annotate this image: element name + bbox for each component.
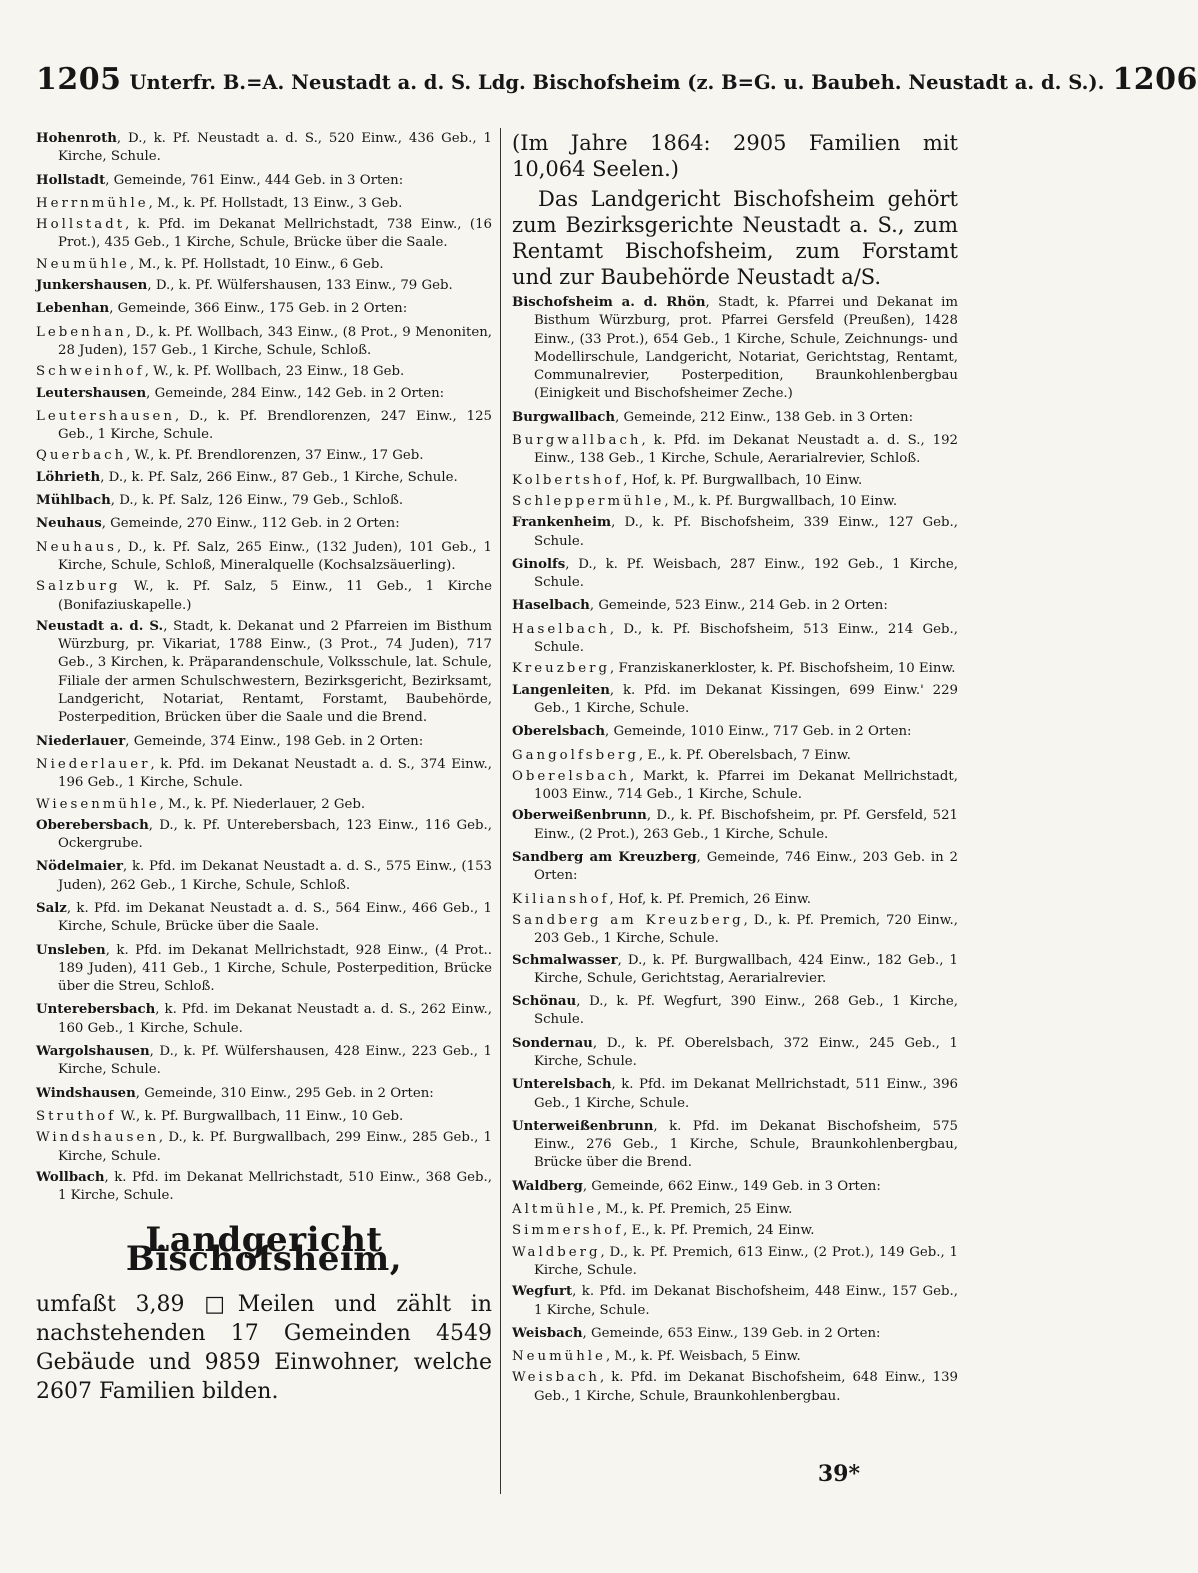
sub-entry: Neumühle, M., k. Pf. Hollstadt, 10 Einw., 6 Geb. [36, 256, 384, 272]
sub-entry: Hollstadt, k. Pfd. im Dekanat Mellrichstadt, 738 Einw., (16 Prot.), 435 Geb., 1 Kirche, Schule, Brücke über die Saale. [36, 217, 492, 251]
sub-entry: Herrnmühle, M., k. Pf. Hollstadt, 13 Einw., 3 Geb. [36, 195, 403, 211]
section-intro: umfaßt 3,89 □Meilen und zählt in nachstehenden 17 Gemeinden 4549 Gebäude und 9859 Einwohner, welche 2607 Familien bilden. [36, 1292, 492, 1405]
entry: Burgwallbach, Gemeinde, 212 Einw., 138 Geb. in 3 Orten: [512, 409, 914, 425]
entry: Haselbach, Gemeinde, 523 Einw., 214 Geb. in 2 Orten: [512, 598, 888, 614]
entry: Ginolfs, D., k. Pf. Weisbach, 287 Einw., 192 Geb., 1 Kirche, Schule. [512, 556, 958, 591]
entry: Unterebersbach, k. Pfd. im Dekanat Neustadt a. d. S., 262 Einw., 160 Geb., 1 Kirche, Schule. [36, 1002, 492, 1036]
entry: Windshausen, Gemeinde, 310 Einw., 295 Geb. in 2 Orten: [36, 1085, 434, 1101]
section-intro-jurisdiction: Das Landgericht Bischofsheim gehört zum Bezirksgerichte Neustadt a. S., zum Rentamt Bischofsheim, zum Forstamt und zur Baubehörde Neustadt a/S. [512, 187, 958, 289]
page-number-left: 1205 [36, 62, 122, 97]
sub-entry: Lebenhan, D., k. Pf. Wollbach, 343 Einw., (8 Prot., 9 Menoniten, 28 Juden), 157 Geb., 1 Kirche, Schule, Schloß. [36, 324, 492, 358]
entry: Lebenhan, Gemeinde, 366 Einw., 175 Geb. in 2 Orten: [36, 301, 408, 317]
column-divider [500, 128, 501, 1494]
entry: Wollbach, k. Pfd. im Dekanat Mellrichstadt, 510 Einw., 368 Geb., 1 Kirche, Schule. [36, 1169, 492, 1204]
sub-entry: Oberelsbach, Markt, k. Pfarrei im Dekanat Mellrichstadt, 1003 Einw., 714 Geb., 1 Kirche, Schule. [512, 768, 958, 803]
printer-signature-mark: 39* [817, 1461, 860, 1487]
entry: Sondernau, D., k. Pf. Oberelsbach, 372 Einw., 245 Geb., 1 Kirche, Schule. [512, 1035, 958, 1069]
sub-entry: Schleppermühle, M., k. Pf. Burgwallbach, 10 Einw. [512, 493, 898, 509]
sub-entry: Kilianshof, Hof, k. Pf. Premich, 26 Einw. [512, 891, 812, 907]
entry: Waldberg, Gemeinde, 662 Einw., 149 Geb. in 3 Orten: [512, 1178, 881, 1194]
right-column [512, 130, 958, 1513]
sub-entry: Haselbach, D., k. Pf. Bischofsheim, 513 Einw., 214 Geb., Schule. [512, 621, 958, 656]
left-column [36, 130, 492, 1513]
entry: Neuhaus, Gemeinde, 270 Einw., 112 Geb. in 2 Orten: [36, 516, 400, 532]
section-title: Landgericht Bischofsheim, [125, 1220, 403, 1279]
entry: Oberelsbach, Gemeinde, 1010 Einw., 717 Geb. in 2 Orten: [512, 724, 912, 740]
sub-entry: Wiesenmühle, M., k. Pf. Niederlauer, 2 Geb. [36, 796, 366, 812]
entry: Niederlauer, Gemeinde, 374 Einw., 198 Geb. in 2 Orten: [36, 733, 424, 749]
running-title: Unterfr. B.=A. Neustadt a. d. S. Ldg. Bischofsheim (z. B=G. u. Baubeh. Neustadt a. d. S.). [129, 71, 1105, 94]
sub-entry: Altmühle, M., k. Pf. Premich, 25 Einw. [512, 1202, 793, 1218]
sub-entry: Neuhaus, D., k. Pf. Salz, 265 Einw., (132 Juden), 101 Geb., 1 Kirche, Schule, Schloß, Mineralquelle (Kochsalzsäuerling). [36, 539, 492, 573]
entry: Frankenheim, D., k. Pf. Bischofsheim, 339 Einw., 127 Geb., Schule. [512, 515, 958, 549]
entry: Oberebersbach, D., k. Pf. Unterebersbach, 123 Einw., 116 Geb., Ockergrube. [36, 817, 492, 852]
sub-entry: Leutershausen, D., k. Pf. Brendlorenzen, 247 Einw., 125 Geb., 1 Kirche, Schule. [36, 408, 492, 443]
entry: Bischofsheim a. d. Rhön, Stadt, k. Pfarrei und Dekanat im Bisthum Würzburg, prot. Pfarrei Gersfeld (Preußen), 1428 Einw., (33 Prot.), 654 Geb., 1 Kirche, Schule, Zeichnungs- und Modellirschule, Landgericht, Notariat, Gerichtstag, Rentamt, Communalrevier, Posterpedition, Braunkohlenbergbau (Einigkeit und Bischofsheimer Zeche.) [512, 295, 958, 402]
section-intro-families: (Im Jahre 1864: 2905 Familien mit 10,064 Seelen.) [512, 131, 958, 181]
entry: Unterweißenbrunn, k. Pfd. im Dekanat Bischofsheim, 575 Einw., 276 Geb., 1 Kirche, Schule, Braunkohlenbergbau, Brücke über die Brend. [512, 1118, 958, 1171]
sub-entry: Sandberg am Kreuzberg, D., k. Pf. Premich, 720 Einw., 203 Geb., 1 Kirche, Schule. [512, 912, 959, 947]
sub-entry: Windshausen, D., k. Pf. Burgwallbach, 299 Einw., 285 Geb., 1 Kirche, Schule. [36, 1130, 492, 1164]
sub-entry: Schweinhof, W., k. Pf. Wollbach, 23 Einw., 18 Geb. [36, 364, 405, 380]
entry: Schönau, D., k. Pf. Wegfurt, 390 Einw., 268 Geb., 1 Kirche, Schule. [512, 994, 958, 1028]
entry: Sandberg am Kreuzberg, Gemeinde, 746 Einw., 203 Geb. in 2 Orten: [512, 850, 958, 884]
entry: Junkershausen, D., k. Pf. Wülfershausen, 133 Einw., 79 Geb. [36, 278, 453, 294]
page-header [36, 62, 1198, 102]
entry: Langenleiten, k. Pfd. im Dekanat Kissingen, 699 Einw.' 229 Geb., 1 Kirche, Schule. [512, 682, 958, 716]
sub-entry: Simmershof, E., k. Pf. Premich, 24 Einw. [512, 1223, 815, 1239]
sub-entry: Struthof W., k. Pf. Burgwallbach, 11 Einw., 10 Geb. [36, 1108, 404, 1124]
page-number-right: 1206 [1112, 62, 1198, 97]
entry: Neustadt a. d. S., Stadt, k. Dekanat und 2 Pfarreien im Bisthum Würzburg, pr. Vikariat, 1788 Einw., (3 Prot., 74 Juden), 717 Geb., 3 Kirchen, k. Präparandenschule, Volksschule, lat. Schule, Filiale der armen Schulschwestern, Bezirksgericht, Bezirksamt, Landgericht, Notariat, Rentamt, Forstamt, Baubehörde, Posterpedition, Brücken über die Saale und die Brend. [36, 618, 492, 726]
entry: Schmalwasser, D., k. Pf. Burgwallbach, 424 Einw., 182 Geb., 1 Kirche, Schule, Gerichtstag, Aerarialrevier. [512, 952, 958, 986]
entry: Löhrieth, D., k. Pf. Salz, 266 Einw., 87 Geb., 1 Kirche, Schule. [36, 469, 458, 485]
entry: Wargolshausen, D., k. Pf. Wülfershausen, 428 Einw., 223 Geb., 1 Kirche, Schule. [36, 1044, 492, 1078]
entry: Salz, k. Pfd. im Dekanat Neustadt a. d. S., 564 Einw., 466 Geb., 1 Kirche, Schule, Brücke über die Saale. [36, 900, 492, 935]
sub-entry: Weisbach, k. Pfd. im Dekanat Bischofsheim, 648 Einw., 139 Geb., 1 Kirche, Schule, Braunkohlenbergbau. [512, 1370, 958, 1404]
sub-entry: Kreuzberg, Franziskanerkloster, k. Pf. Bischofsheim, 10 Einw. [512, 661, 956, 677]
sub-entry: Querbach, W., k. Pf. Brendlorenzen, 37 Einw., 17 Geb. [36, 448, 424, 464]
entry: Unterelsbach, k. Pfd. im Dekanat Mellrichstadt, 511 Einw., 396 Geb., 1 Kirche, Schule. [512, 1077, 958, 1111]
entry: Unsleben, k. Pfd. im Dekanat Mellrichstadt, 928 Einw., (4 Prot.. 189 Juden), 411 Geb., 1 Kirche, Schule, Posterpedition, Brücke über die Streu, Schloß. [36, 942, 492, 995]
sub-entry: Kolbertshof, Hof, k. Pf. Burgwallbach, 10 Einw. [512, 472, 863, 488]
sub-entry: Gangolfsberg, E., k. Pf. Oberelsbach, 7 Einw. [512, 747, 851, 763]
entry: Hollstadt, Gemeinde, 761 Einw., 444 Geb. in 3 Orten: [36, 172, 404, 188]
entry: Weisbach, Gemeinde, 653 Einw., 139 Geb. in 2 Orten: [512, 1325, 881, 1341]
entry: Wegfurt, k. Pfd. im Dekanat Bischofsheim, 448 Einw., 157 Geb., 1 Kirche, Schule. [512, 1284, 958, 1318]
entry: Nödelmaier, k. Pfd. im Dekanat Neustadt a. d. S., 575 Einw., (153 Juden), 262 Geb., 1 Kirche, Schule, Schloß. [36, 859, 492, 893]
sub-entry: Niederlauer, k. Pfd. im Dekanat Neustadt a. d. S., 374 Einw., 196 Geb., 1 Kirche, Schule. [36, 756, 492, 791]
entry: Oberweißenbrunn, D., k. Pf. Bischofsheim, pr. Pf. Gersfeld, 521 Einw., (2 Prot.), 263 Geb., 1 Kirche, Schule. [512, 808, 958, 842]
entry: Hohenroth, D., k. Pf. Neustadt a. d. S., 520 Einw., 436 Geb., 1 Kirche, Schule. [36, 131, 492, 165]
sub-entry: Burgwallbach, k. Pfd. im Dekanat Neustadt a. d. S., 192 Einw., 138 Geb., 1 Kirche, Schule, Aerarialrevier, Schloß. [512, 433, 958, 467]
sub-entry: Waldberg, D., k. Pf. Premich, 613 Einw., (2 Prot.), 149 Geb., 1 Kirche, Schule. [512, 1244, 958, 1278]
entry: Mühlbach, D., k. Pf. Salz, 126 Einw., 79 Geb., Schloß. [36, 493, 404, 509]
sub-entry: Neumühle, M., k. Pf. Weisbach, 5 Einw. [512, 1349, 801, 1365]
sub-entry: Salzburg W., k. Pf. Salz, 5 Einw., 11 Geb., 1 Kirche (Bonifaziuskapelle.) [36, 579, 492, 613]
entry: Leutershausen, Gemeinde, 284 Einw., 142 Geb. in 2 Orten: [36, 385, 445, 401]
